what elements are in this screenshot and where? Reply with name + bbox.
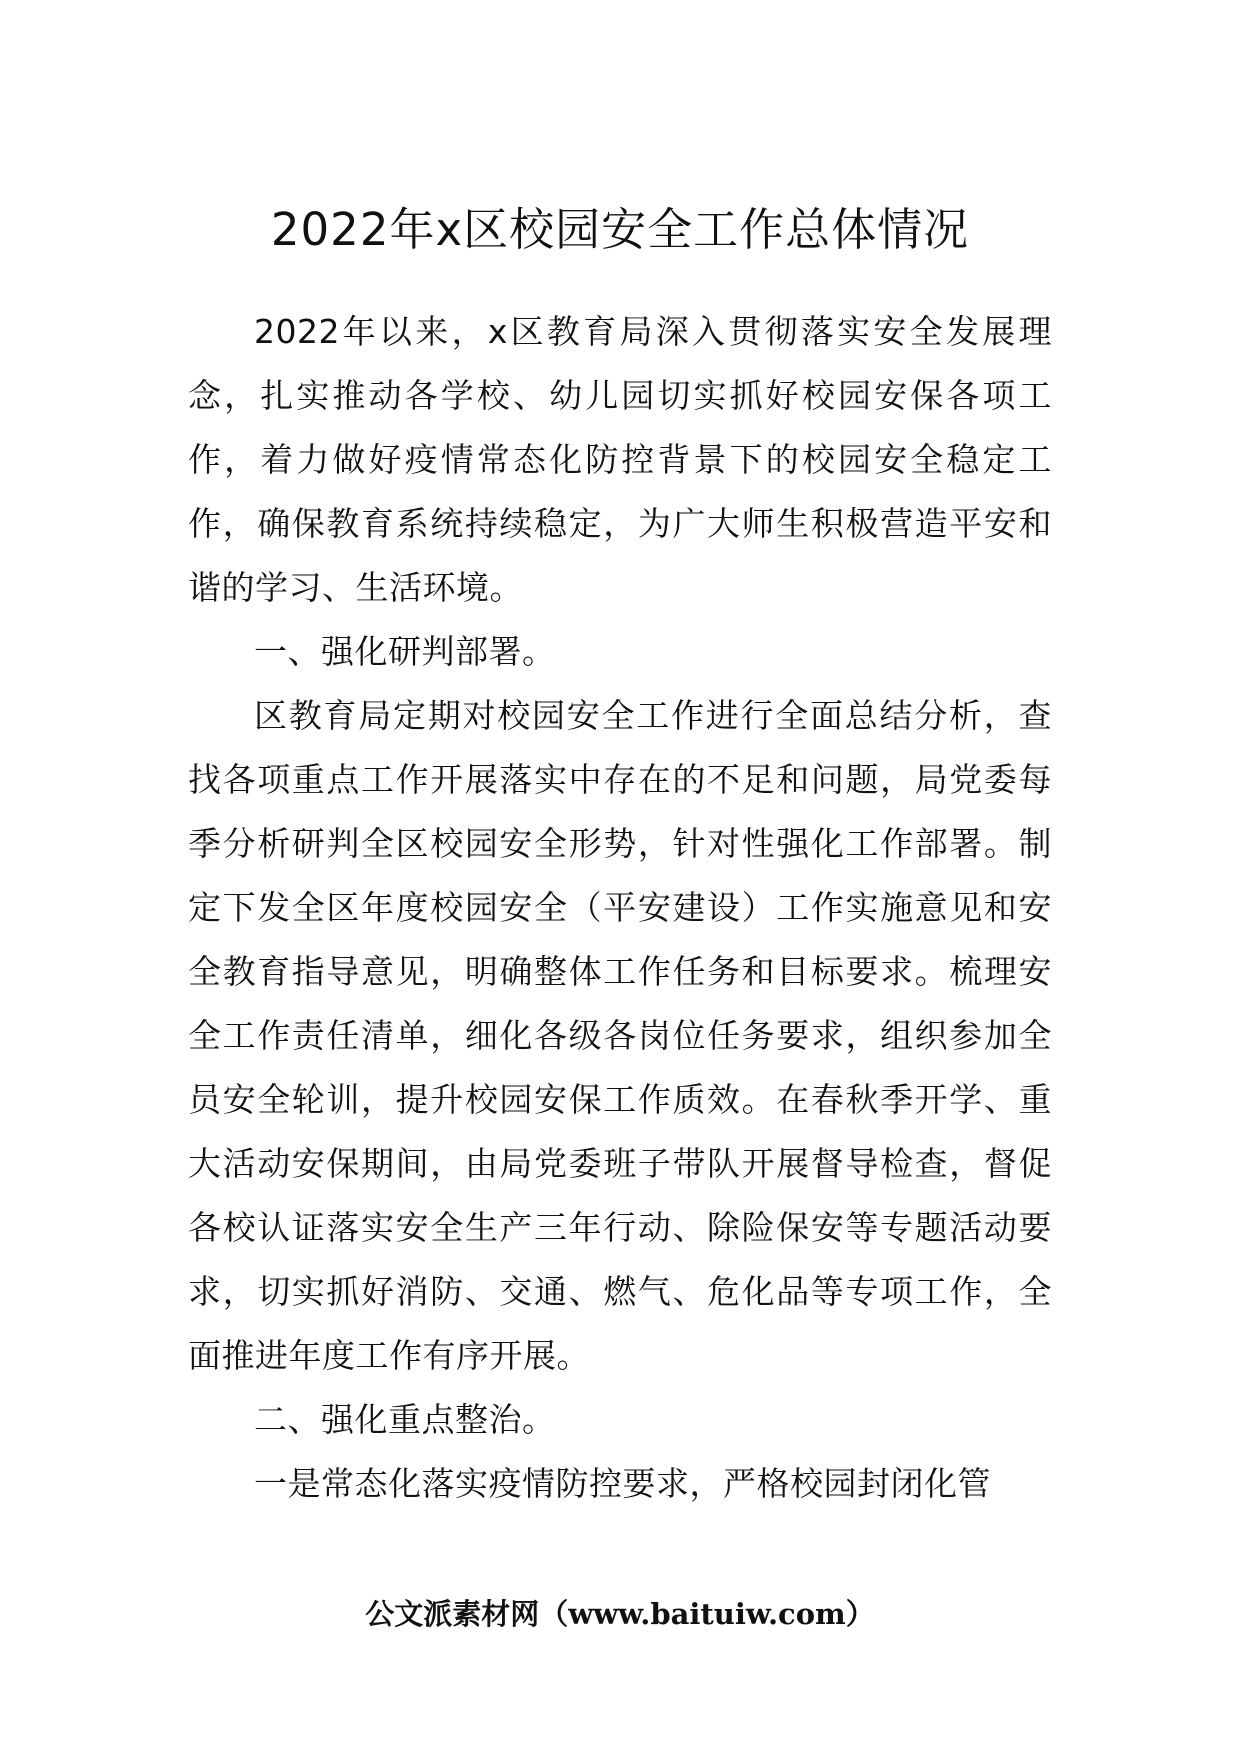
footer-watermark: 公文派素材网（www.baituiw.com）: [365, 1597, 875, 1631]
intro-paragraph: 2022年以来，x区教育局深入贯彻落实安全发展理念，扎实推动各学校、幼儿园切实抓好校园安保各项工作，着力做好疫情常态化防控背景下的校园安全稳定工作，确保教育系统持续稳定，为广大师生积极营造平安和谐的学习、生活环境。: [188, 312, 1052, 607]
section-heading-2: 二、强化重点整治。: [254, 1400, 556, 1439]
document-body: [188, 300, 1052, 1516]
document-title: 2022年x区校园安全工作总体情况: [270, 203, 970, 256]
section-2-paragraph: 一是常态化落实疫情防控要求，严格校园封闭化管: [254, 1464, 991, 1503]
section-1-paragraph: 区教育局定期对校园安全工作进行全面总结分析，查找各项重点工作开展落实中存在的不足和问题，局党委每季分析研判全区校园安全形势，针对性强化工作部署。制定下发全区年度校园安全（平安建设）工作实施意见和安全教育指导意见，明确整体工作任务和目标要求。梳理安全工作责任清单，细化各级各岗位任务要求，组织参加全员安全轮训，提升校园安保工作质效。在春秋季开学、重大活动安保期间，由局党委班子带队开展督导检查，督促各校认证落实安全生产三年行动、除险保安等专题活动要求，切实抓好消防、交通、燃气、危化品等专项工作，全面推进年度工作有序开展。: [188, 696, 1052, 1375]
section-heading-1: 一、强化研判部署。: [254, 632, 556, 671]
